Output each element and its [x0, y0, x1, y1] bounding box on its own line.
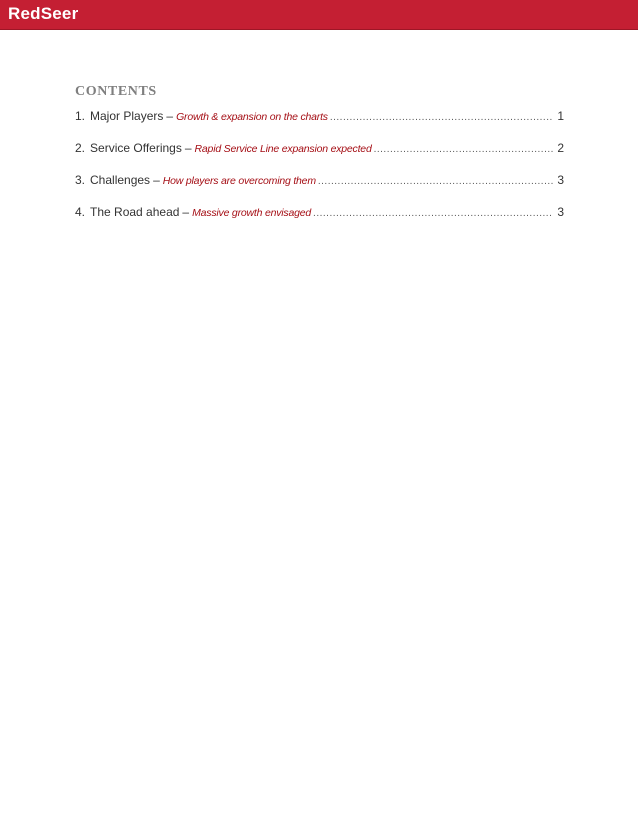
toc-entry-number: 4.	[75, 205, 86, 219]
toc-entry-page: 3	[557, 173, 564, 187]
table-of-contents	[75, 108, 564, 236]
toc-entry-separator: –	[153, 173, 160, 187]
toc-entry-number: 1.	[75, 109, 86, 123]
toc-entry-number: 3.	[75, 173, 86, 187]
toc-entry-title: Challenges	[90, 173, 151, 187]
toc-heading: CONTENTS	[75, 84, 157, 99]
toc-dot-leader	[313, 206, 553, 222]
toc-entry-subtitle: How players are overcoming them	[162, 175, 316, 187]
toc-entry-page: 3	[557, 205, 564, 219]
redseer-logo: RedSeer	[8, 4, 79, 23]
toc-entry-subtitle: Growth & expansion on the charts	[176, 111, 328, 123]
toc-entry-page: 1	[557, 109, 564, 123]
toc-entry-road-ahead[interactable]	[75, 204, 564, 236]
toc-entry-subtitle: Massive growth envisaged	[192, 207, 312, 219]
toc-dot-leader	[330, 110, 553, 126]
toc-entry-service-offerings[interactable]	[75, 140, 564, 172]
toc-entry-title: Major Players	[90, 109, 164, 123]
toc-entry-title: The Road ahead	[90, 205, 180, 219]
toc-entry-major-players[interactable]	[75, 108, 564, 140]
header-bar	[0, 0, 638, 30]
toc-entry-number: 2.	[75, 141, 86, 155]
toc-entry-challenges[interactable]	[75, 172, 564, 204]
toc-entry-separator: –	[184, 141, 192, 155]
toc-entry-title: Service Offerings	[90, 141, 182, 155]
toc-entry-page: 2	[557, 141, 564, 155]
toc-dot-leader	[318, 174, 553, 190]
toc-entry-separator: –	[182, 205, 190, 219]
toc-entry-separator: –	[166, 109, 174, 123]
toc-dot-leader	[374, 142, 554, 158]
toc-entry-subtitle: Rapid Service Line expansion expected	[194, 143, 372, 155]
